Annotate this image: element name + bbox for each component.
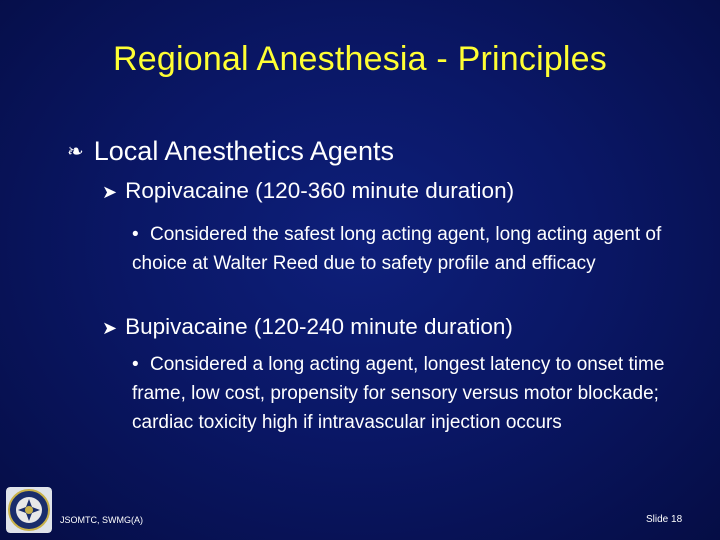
slide-number: Slide 18: [646, 514, 683, 525]
footer-organization: JSOMTC, SWMG(A): [60, 515, 143, 525]
agent-detail-ropivacaine: [132, 220, 672, 278]
bullet-agent-bupivacaine: [102, 314, 513, 340]
bullet-local-anesthetics: [67, 136, 394, 167]
agent-name: Bupivacaine (120-240 minute duration): [125, 314, 513, 339]
section-heading: Local Anesthetics Agents: [93, 136, 394, 166]
slide-title: Regional Anesthesia - Principles: [112, 40, 607, 78]
agent-name: Ropivacaine (120-360 minute duration): [125, 178, 515, 203]
agent-detail-text: Considered a long acting agent, longest latency to onset time frame, low cost, propensity for sensory versus motor blockade; cardiac toxicity high if intravascular injection occurs: [132, 354, 665, 433]
agent-detail-text: Considered the safest long acting agent, long acting agent of choice at Walter Reed due to safety profile and efficacy: [132, 224, 662, 274]
leaf-swirl-icon: ❧: [67, 141, 84, 163]
arrow-bullet-icon: ➤: [102, 182, 118, 202]
agent-detail-bupivacaine: [132, 350, 672, 437]
dot-bullet-icon: •: [132, 354, 139, 375]
jsomtc-emblem-logo: [6, 487, 52, 533]
dot-bullet-icon: •: [132, 224, 139, 245]
arrow-bullet-icon: ➤: [102, 318, 118, 338]
bullet-agent-ropivacaine: [102, 178, 514, 204]
